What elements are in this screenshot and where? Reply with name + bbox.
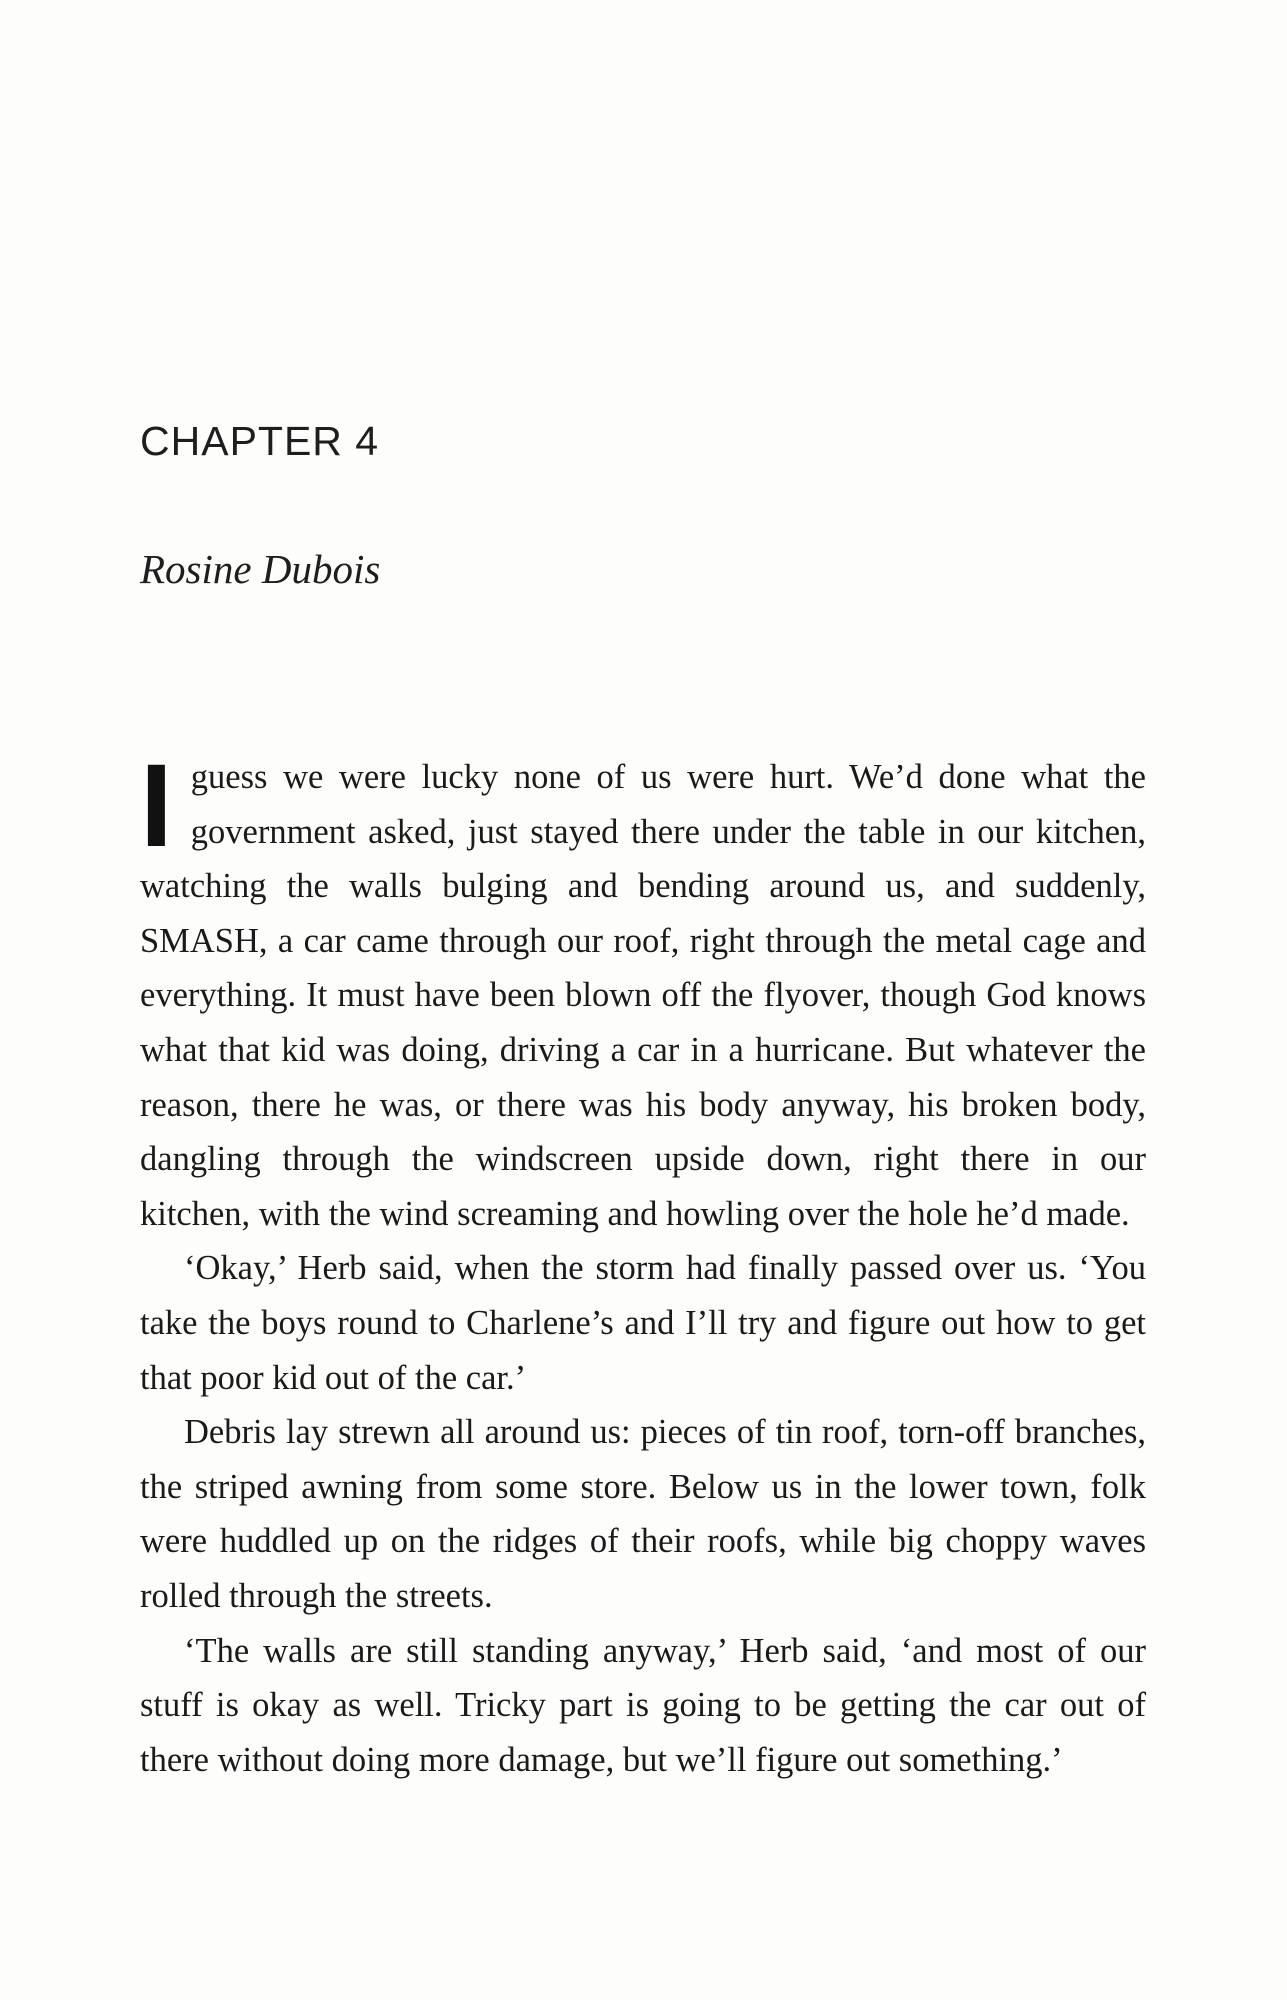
chapter-subtitle: Rosine Dubois (140, 546, 381, 592)
chapter-heading: CHAPTER 4 (140, 418, 380, 464)
drop-cap: I (140, 740, 173, 872)
chapter-body (140, 740, 1146, 1787)
paragraph-1-text: guess we were lucky none of us were hurt. We’d done what the government asked, just stayed there under the table in our kitchen, watching the walls bulging and bending around us, and suddenly, SMASH, a car came through our roof, right through the metal cage and everything. It must have been blown off the flyover, though God knows what that kid was doing, driving a car in a hurricane. But whatever the reason, there he was, or there was his body anyway, his broken body, dangling through the windscreen upside down, right there in our kitchen, with the wind screaming and howling over the hole he’d made. (140, 758, 1146, 1233)
paragraph-3: Debris lay strewn all around us: pieces of tin roof, torn-off branches, the striped awning from some store. Below us in the lower town, folk were huddled up on the ridges of their roofs, while big choppy waves rolled through the streets. (140, 1413, 1146, 1615)
paragraph-4: ‘The walls are still standing anyway,’ Herb said, ‘and most of our stuff is okay as well. Tricky part is going to be getting the car out of there without doing more damage, but we’ll figure out something.’ (140, 1631, 1146, 1779)
paragraph-2: ‘Okay,’ Herb said, when the storm had finally passed over us. ‘You take the boys round to Charlene’s and I’ll try and figure out how to get that poor kid out of the car.’ (140, 1249, 1146, 1397)
paragraph-1 (140, 740, 1146, 1241)
